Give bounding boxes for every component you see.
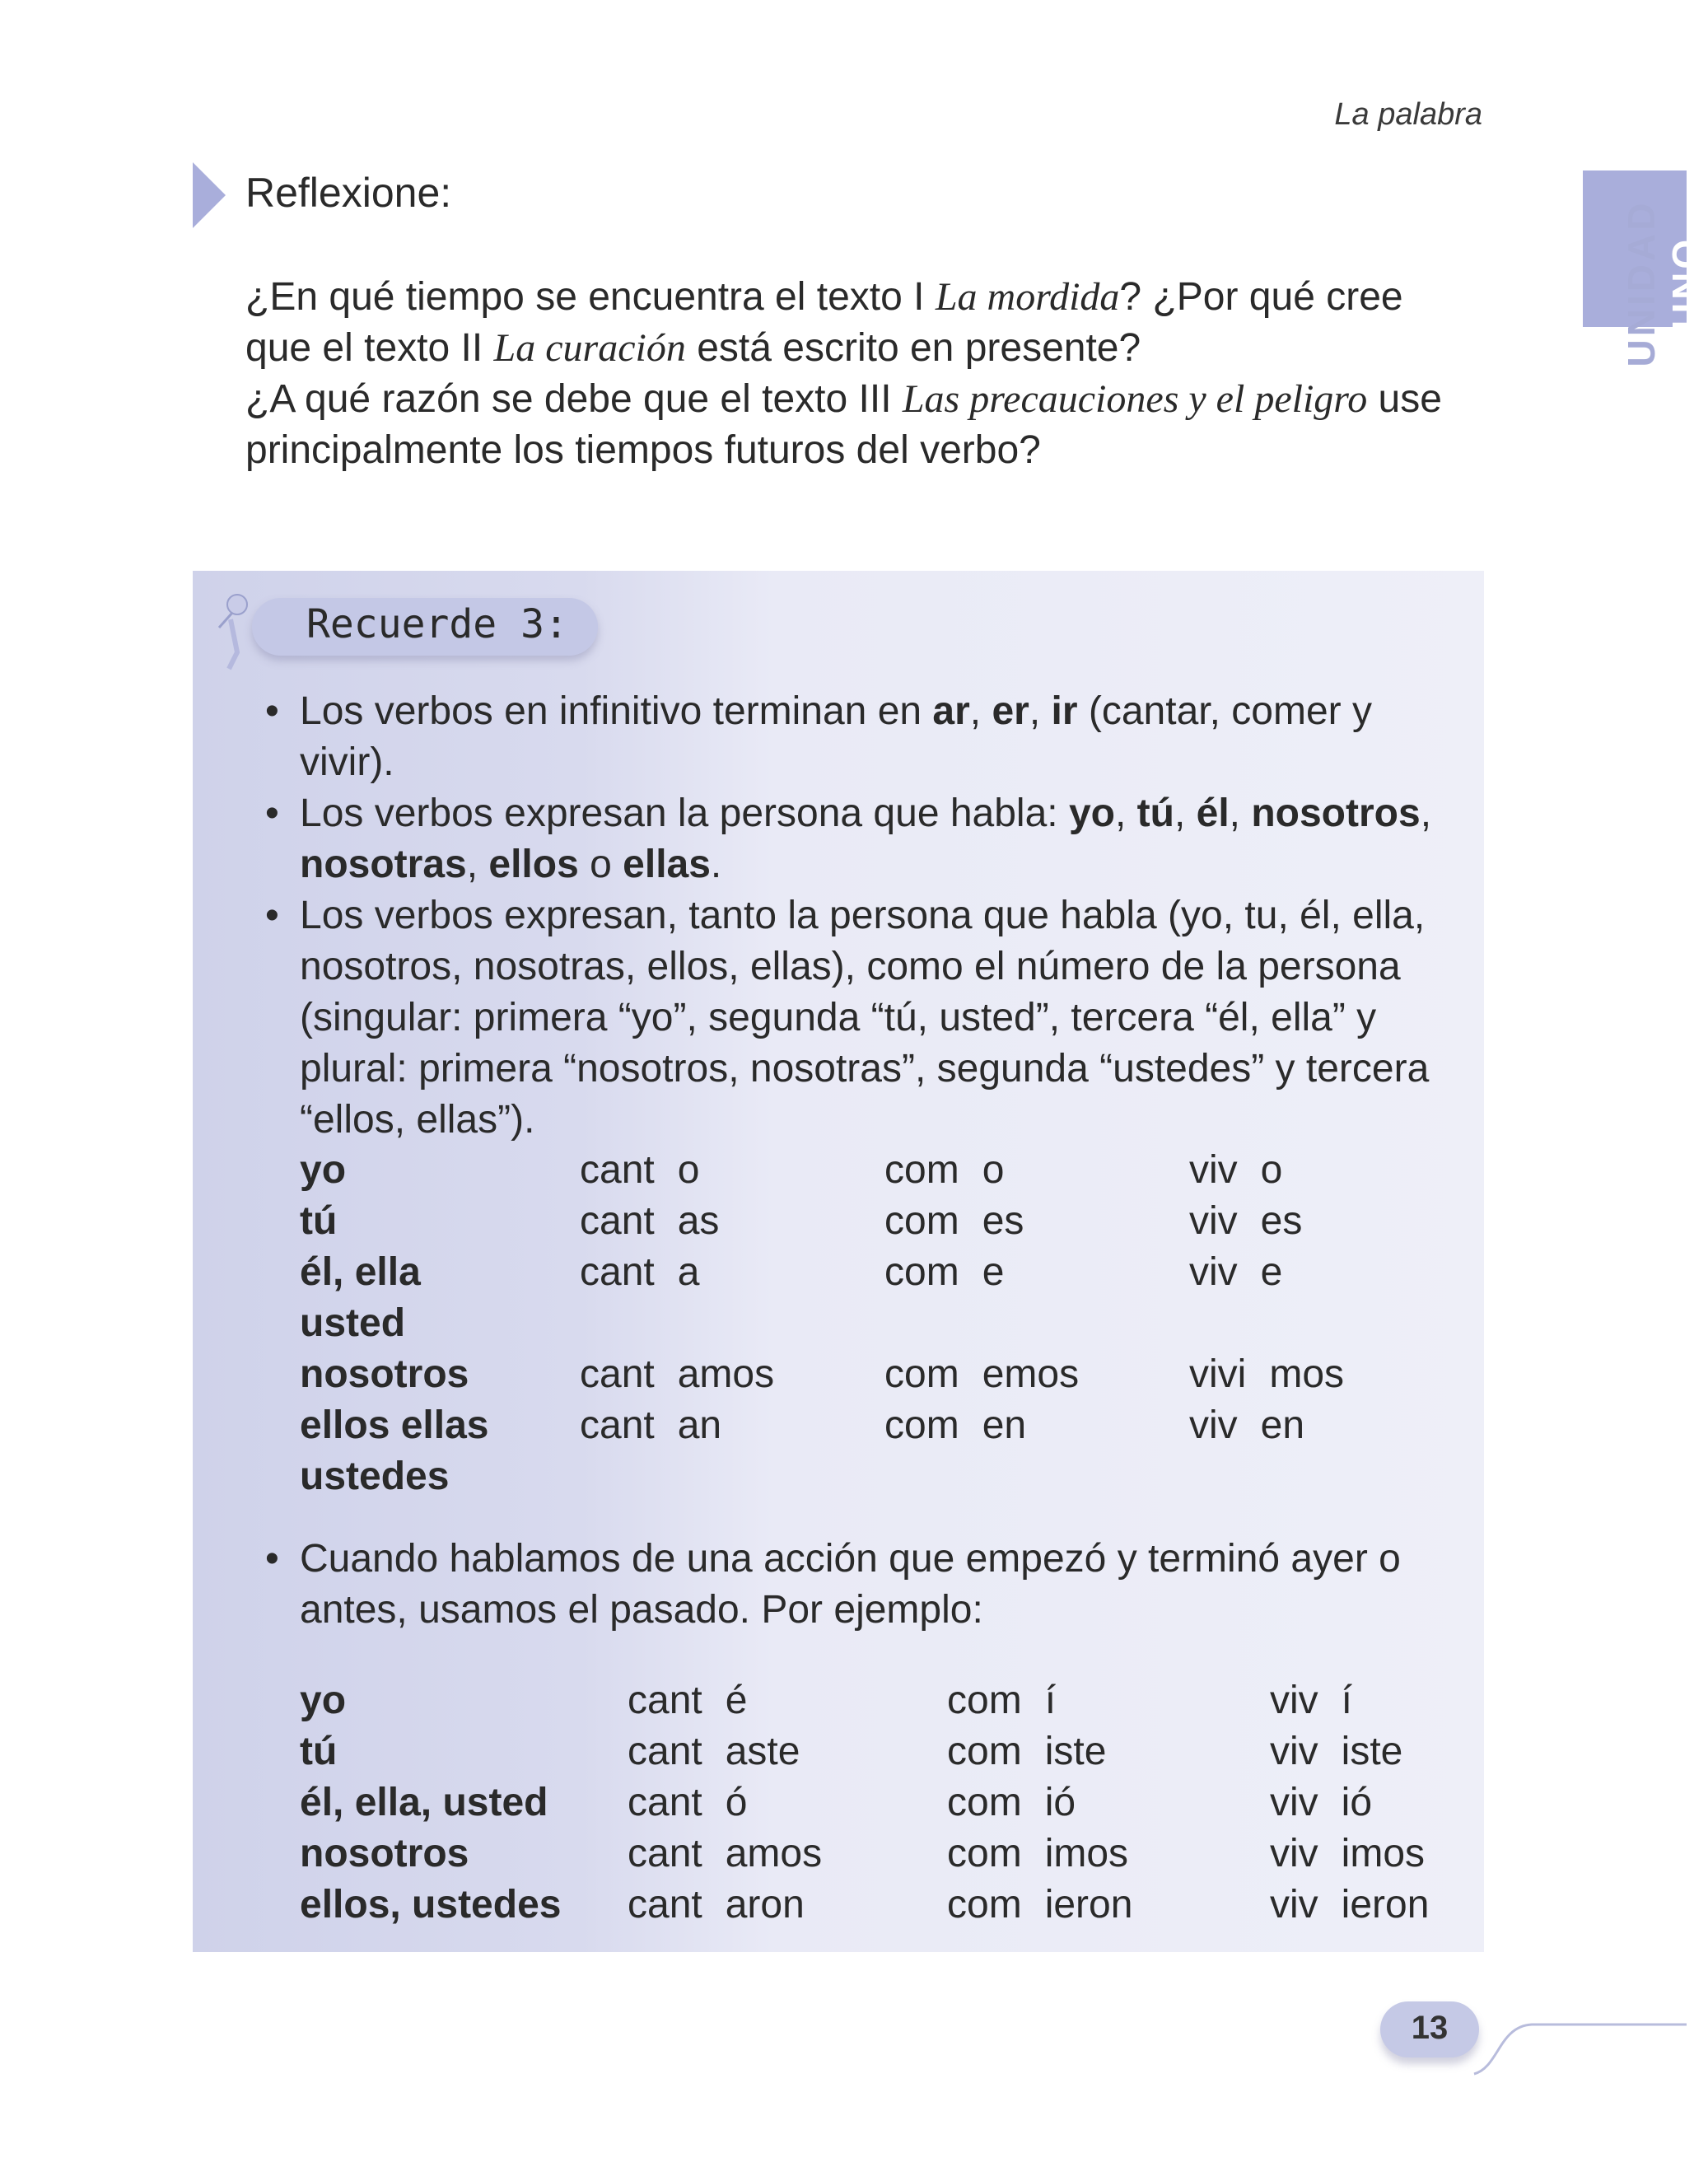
verb-comer: com í	[947, 1679, 1057, 1722]
reflection-questions	[245, 272, 1448, 476]
verb-vivir: viv es	[1189, 1199, 1303, 1243]
verb-cantar: cant aron	[628, 1883, 805, 1926]
pronoun: nosotros	[300, 1832, 469, 1875]
verb-comer: com es	[884, 1199, 1024, 1243]
verb-cantar: cant é	[628, 1679, 748, 1722]
triangle-bullet-icon	[193, 162, 226, 228]
verb-comer: com emos	[884, 1352, 1080, 1396]
verb-cantar: cant aste	[628, 1730, 800, 1773]
unit-number-label: UNO	[1664, 236, 1707, 331]
recuerde-title: Recuerde 3:	[306, 601, 568, 647]
unit-tab-label	[1619, 160, 1708, 407]
verb-vivir: viv e	[1189, 1250, 1283, 1294]
verb-comer: com e	[884, 1250, 1005, 1294]
verb-cantar: cant o	[580, 1148, 700, 1192]
rule-number: • Los verbos expresan, tanto la persona que habla (yo, tu, él, ella, nosotros, nosotras, ellos, ellas), como el número de la persona (singular: primera “yo”, segunda “tú, usted”, tercera “él, ella” y plural: primera “nosotros, nosotras”, segunda “ustedes” y tercera “ellos, ellas”).	[265, 890, 1451, 1146]
rules-list	[265, 686, 1451, 1146]
pronoun: él, ella	[300, 1250, 421, 1294]
page-corner-line	[1474, 2010, 1687, 2076]
rule-infinitive: • Los verbos en infinitivo terminan en ar, er, ir (cantar, comer y vivir).	[265, 686, 1451, 788]
verb-vivir: viv ieron	[1270, 1883, 1430, 1926]
pronoun: él, ella, usted	[300, 1781, 548, 1824]
pushpin-icon	[212, 586, 254, 677]
verb-comer: com iste	[947, 1730, 1107, 1773]
verb-vivir: viv en	[1189, 1403, 1305, 1447]
running-header: La palabra	[1334, 97, 1482, 132]
verb-comer: com ieron	[947, 1883, 1133, 1926]
verb-cantar: cant a	[580, 1250, 700, 1294]
question-1: ¿En qué tiempo se encuentra el texto I La mordida? ¿Por qué cree que el texto II La curación está escrito en presente?	[245, 275, 1403, 370]
pronoun: tú	[300, 1199, 338, 1243]
pronoun: usted	[300, 1301, 406, 1345]
rule-person: • Los verbos expresan la persona que habla: yo, tú, él, nosotros, nosotras, ellos o ellas.	[265, 788, 1451, 890]
question-2: ¿A qué razón se debe que el texto III Las precauciones y el peligro use principalmente los tiempos futuros del verbo?	[245, 377, 1442, 472]
pronoun: yo	[300, 1679, 347, 1722]
verb-vivir: viv o	[1189, 1148, 1283, 1192]
rule-past-text: • Cuando hablamos de una acción que empezó y terminó ayer o antes, usamos el pasado. Por ejemplo:	[265, 1534, 1451, 1636]
verb-vivir: viv imos	[1270, 1832, 1426, 1875]
verb-vivir: viv ió	[1270, 1781, 1373, 1824]
verb-comer: com o	[884, 1148, 1005, 1192]
pronoun: ustedes	[300, 1455, 450, 1498]
unit-label: UNIDAD	[1620, 199, 1663, 367]
verb-cantar: cant as	[580, 1199, 720, 1243]
verb-cantar: cant amos	[580, 1352, 775, 1396]
pronoun: ellos, ustedes	[300, 1883, 562, 1926]
pronoun: yo	[300, 1148, 347, 1192]
verb-vivir: vivi mos	[1189, 1352, 1345, 1396]
page-number: 13	[1411, 2010, 1449, 2046]
verb-comer: com imos	[947, 1832, 1129, 1875]
verb-cantar: cant amos	[628, 1832, 823, 1875]
verb-cantar: cant ó	[628, 1781, 748, 1824]
verb-cantar: cant an	[580, 1403, 722, 1447]
pronoun: tú	[300, 1730, 338, 1773]
present-tense-table	[300, 1145, 1453, 1502]
verb-vivir: viv í	[1270, 1679, 1353, 1722]
verb-comer: com en	[884, 1403, 1027, 1447]
pronoun: nosotros	[300, 1352, 469, 1396]
verb-comer: com ió	[947, 1781, 1076, 1824]
section-title: Reflexione:	[245, 170, 452, 216]
past-tense-table	[300, 1675, 1453, 1931]
verb-vivir: viv iste	[1270, 1730, 1403, 1773]
pronoun: ellos ellas	[300, 1403, 489, 1447]
rule-past	[265, 1534, 1451, 1636]
